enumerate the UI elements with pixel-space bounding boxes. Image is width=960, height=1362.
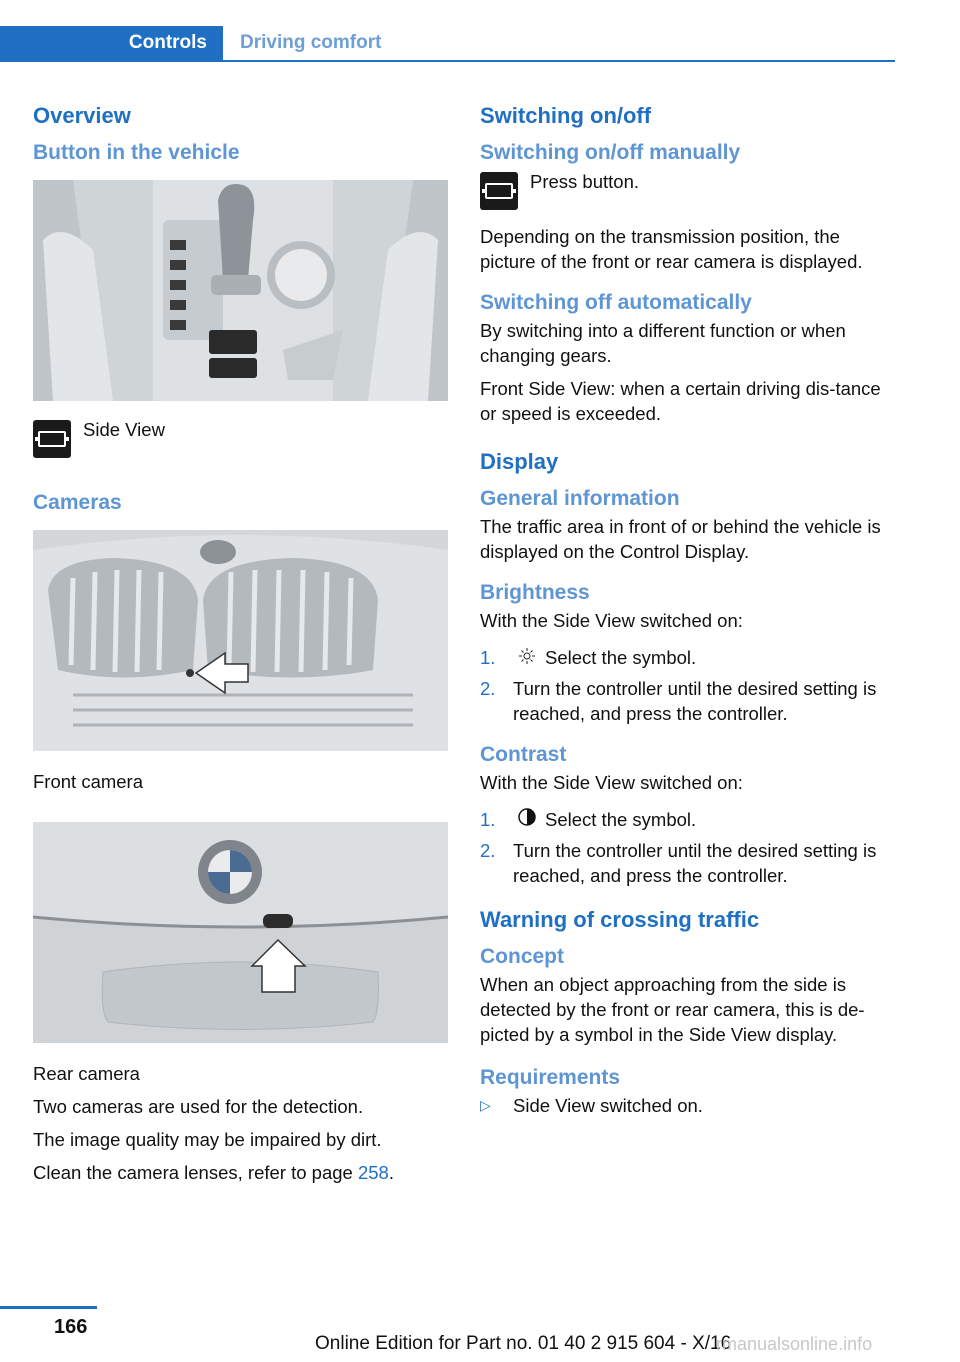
front-camera-caption: Front camera bbox=[33, 771, 144, 792]
page-link-258[interactable]: 258 bbox=[357, 1162, 389, 1183]
side-view-label: Side View bbox=[83, 419, 165, 440]
tab-driving-comfort[interactable]: Driving comfort bbox=[240, 32, 382, 53]
heading-overview: Overview bbox=[33, 103, 131, 128]
list-item bbox=[480, 676, 895, 726]
step-text-wrap bbox=[513, 645, 696, 670]
center-console-image bbox=[33, 180, 448, 401]
heading-display: Display bbox=[480, 449, 559, 474]
clean-lenses-text: Clean the camera lenses, refer to page bbox=[33, 1162, 358, 1183]
heading-warning-crossing-traffic: Warning of crossing traffic bbox=[480, 907, 760, 932]
heading-brightness: Brightness bbox=[480, 581, 590, 604]
para-auto-1: By switching into a different function or when changing gears. bbox=[480, 320, 846, 366]
right-column bbox=[480, 100, 895, 1118]
heading-switching-on-off: Switching on/off bbox=[480, 103, 652, 128]
sun-icon bbox=[517, 645, 537, 670]
step-text: Select the symbol. bbox=[545, 809, 697, 830]
heading-contrast: Contrast bbox=[480, 743, 567, 766]
para-two-cameras: Two cameras are used for the detection. bbox=[33, 1096, 364, 1117]
step-text: Turn the controller until the desired setting is reached, and press the controller. bbox=[513, 840, 877, 886]
list-item bbox=[480, 645, 895, 670]
heading-general-information: General information bbox=[480, 487, 680, 510]
brightness-steps bbox=[480, 645, 895, 726]
footer-rule bbox=[0, 1306, 97, 1309]
step-number: 2. bbox=[480, 678, 496, 699]
front-camera-image bbox=[33, 530, 448, 751]
para-image-quality: The image quality may be impaired by dirt. bbox=[33, 1129, 382, 1150]
heading-requirements: Requirements bbox=[480, 1066, 621, 1089]
step-number: 1. bbox=[480, 809, 496, 830]
press-button-row bbox=[480, 172, 895, 210]
page-number: 166 bbox=[54, 1316, 88, 1338]
para-contrast: With the Side View switched on: bbox=[480, 772, 743, 793]
heading-concept: Concept bbox=[480, 945, 564, 968]
para-general: The traffic area in front of or behind the vehicle is displayed on the Control Display. bbox=[480, 516, 881, 562]
side-view-button-row bbox=[33, 420, 448, 458]
requirement-text: Side View switched on. bbox=[513, 1095, 703, 1116]
heading-switching-off-automatically: Switching off automatically bbox=[480, 291, 752, 314]
para-auto-2: Front Side View: when a certain driving dis-tance or speed is exceeded. bbox=[480, 378, 881, 424]
edition-text: Online Edition for Part no. 01 40 2 915 604 - X/16 bbox=[315, 1333, 732, 1354]
list-item bbox=[480, 1093, 895, 1118]
heading-button-in-vehicle: Button in the vehicle bbox=[33, 141, 240, 164]
list-item bbox=[480, 838, 895, 888]
triangle-right-icon: ▷ bbox=[480, 1097, 491, 1113]
side-view-camera-icon bbox=[480, 172, 518, 210]
rear-camera-image bbox=[33, 822, 448, 1043]
step-text-wrap bbox=[513, 807, 696, 832]
list-item bbox=[480, 807, 895, 832]
step-text: Turn the controller until the desired setting is reached, and press the controller. bbox=[513, 678, 877, 724]
heading-cameras: Cameras bbox=[33, 491, 122, 514]
clean-lenses-end: . bbox=[388, 1162, 394, 1183]
step-text: Select the symbol. bbox=[545, 647, 697, 668]
heading-switching-manually: Switching on/off manually bbox=[480, 141, 741, 164]
rear-camera-caption: Rear camera bbox=[33, 1063, 140, 1084]
watermark: rmanualsonline.info bbox=[716, 1334, 873, 1354]
para-brightness: With the Side View switched on: bbox=[480, 610, 743, 631]
header-rule bbox=[0, 60, 895, 62]
step-number: 2. bbox=[480, 840, 496, 861]
page-header bbox=[0, 26, 895, 62]
tab-controls[interactable]: Controls bbox=[0, 26, 223, 62]
contrast-icon bbox=[517, 807, 537, 832]
left-column bbox=[33, 100, 448, 1193]
para-concept: When an object approaching from the side is detected by the front or rear camera, this is de-picted by a symbol in the Side View display. bbox=[480, 974, 865, 1045]
contrast-steps bbox=[480, 807, 895, 888]
press-button-text: Press button. bbox=[530, 171, 640, 192]
para-clean-lenses bbox=[33, 1160, 448, 1185]
side-view-camera-icon bbox=[33, 420, 71, 458]
para-depending: Depending on the transmission position, the picture of the front or rear camera is displayed. bbox=[480, 226, 863, 272]
step-number: 1. bbox=[480, 647, 496, 668]
